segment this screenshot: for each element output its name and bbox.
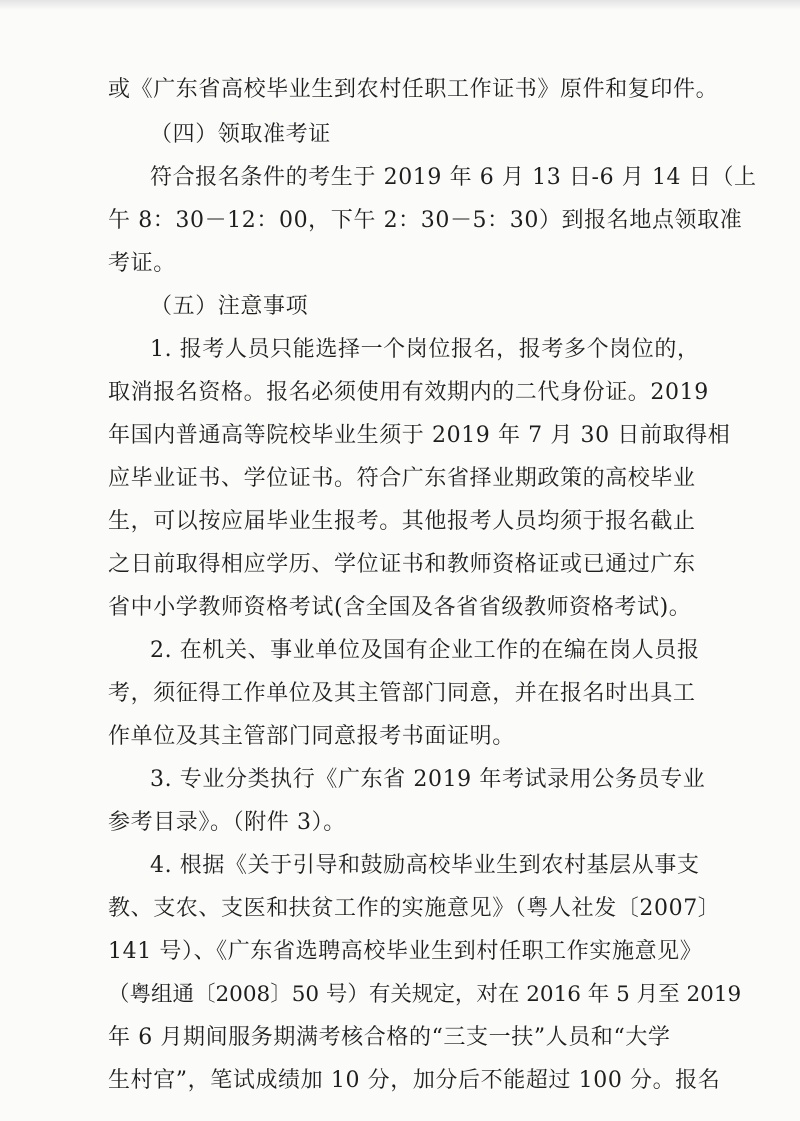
text-line: 教、支农、支医和扶贫工作的实施意见》（粤人社发〔2007〕 <box>108 896 721 921</box>
text-line: 取消报名资格。报名必须使用有效期内的二代身份证。2019 <box>108 380 709 405</box>
text-line: 参考目录》。（附件 3）。 <box>108 810 346 835</box>
section-heading: （五）注意事项 <box>150 294 309 319</box>
text-line: 2. 在机关、事业单位及国有企业工作的在编在岗人员报 <box>150 638 700 663</box>
text-line: 4. 根据《关于引导和鼓励高校毕业生到农村基层从事支 <box>150 853 700 878</box>
text-line: 考，须征得工作单位及其主管部门同意，并在报名时出具工 <box>108 681 696 706</box>
text-line: 3. 专业分类执行《广东省 2019 年考试录用公务员专业 <box>150 767 706 792</box>
text-line: 141 号）、《广东省选聘高校毕业生到村任职工作实施意见》 <box>108 939 703 964</box>
text-line: 考证。 <box>108 251 176 276</box>
text-line: 生村官”，笔试成绩加 10 分，加分后不能超过 100 分。报名 <box>108 1068 721 1093</box>
text-line: 应毕业证书、学位证书。符合广东省择业期政策的高校毕业 <box>108 466 696 491</box>
text-line: 1. 报考人员只能选择一个岗位报名，报考多个岗位的， <box>150 337 700 362</box>
text-line: 符合报名条件的考生于 2019 年 6 月 13 日-6 月 14 日（上 <box>150 165 757 190</box>
scan-shadow <box>0 0 800 10</box>
text-line: 或《广东省高校毕业生到农村任职工作证书》原件和复印件。 <box>108 77 719 102</box>
section-heading: （四）领取准考证 <box>150 122 331 147</box>
text-line: 年国内普通高等院校毕业生须于 2019 年 7 月 30 日前取得相 <box>108 423 731 448</box>
text-line: 生，可以按应届毕业生报考。其他报考人员均须于报名截止 <box>108 509 696 534</box>
text-line: 年 6 月期间服务期满考核合格的“三支一扶”人员和“大学 <box>108 1025 671 1050</box>
text-line: 作单位及其主管部门同意报考书面证明。 <box>108 724 515 749</box>
text-line: 午 8：30－12：00，下午 2：30－5：30）到报名地点领取准 <box>108 208 743 233</box>
text-line: 省中小学教师资格考试(含全国及各省省级教师资格考试)。 <box>108 595 692 620</box>
text-line: 之日前取得相应学历、学位证书和教师资格证或已通过广东 <box>108 552 696 577</box>
text-line: （粤组通〔2008〕50 号）有关规定，对在 2016 年 5 月至 2019 <box>108 982 742 1007</box>
